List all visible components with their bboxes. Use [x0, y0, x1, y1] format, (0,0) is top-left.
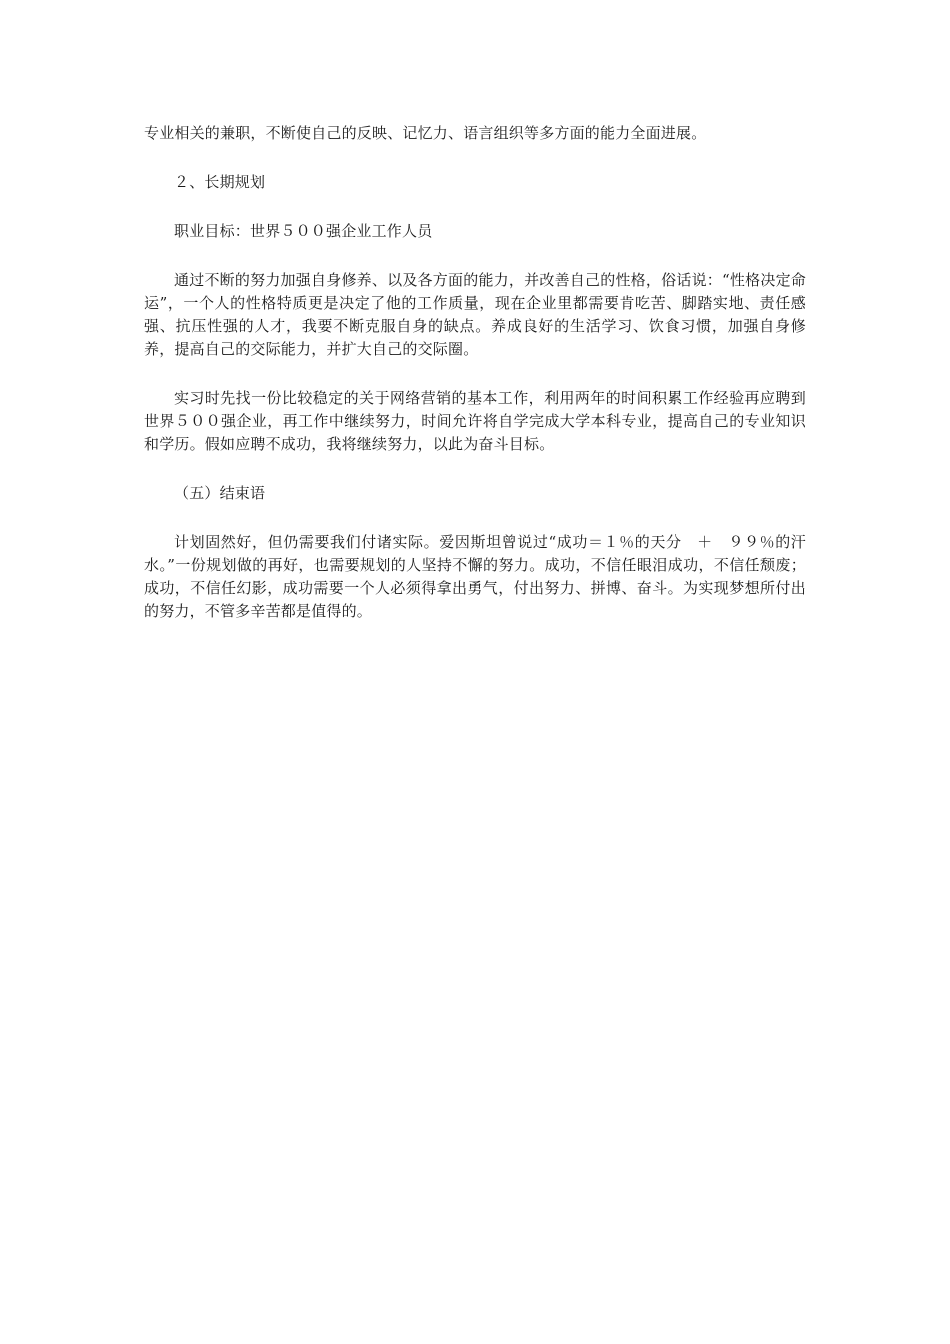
paragraph-internship-plan: 实习时先找一份比较稳定的关于网络营销的基本工作，利用两年的时间积累工作经验再应聘到世界５００强企业，再工作中继续努力，时间允许将自学完成大学本科专业，提高自己的专业知识和学历。假如应聘不成功，我将继续努力，以此为奋斗目标。: [144, 389, 806, 453]
section-heading-long-term-plan: ２、长期规划: [174, 173, 266, 191]
paragraph-continuation: 专业相关的兼职，不断使自己的反映、记忆力、语言组织等多方面的能力全面进展。: [144, 124, 707, 142]
section-heading-conclusion: （五）结束语: [174, 484, 266, 502]
paragraph-career-goal: 职业目标：世界５００强企业工作人员: [174, 222, 433, 240]
document-page: [144, 122, 806, 623]
paragraph-self-improvement: 通过不断的努力加强自身修养、以及各方面的能力，并改善自己的性格，俗话说：“性格决定命运”，一个人的性格特质更是决定了他的工作质量，现在企业里都需要肯吃苦、脚踏实地、责任感强、抗压性强的人才，我要不断克服自身的缺点。养成良好的生活学习、饮食习惯，加强自身修养，提高自己的交际能力，并扩大自己的交际圈。: [144, 271, 806, 358]
paragraph-conclusion: 计划固然好，但仍需要我们付诸实际。爱因斯坦曾说过“成功＝１％的天分 ＋ ９９％的汗水。”一份规划做的再好，也需要规划的人坚持不懈的努力。成功，不信任眼泪成功，不信任颓废；成功，不信任幻影，成功需要一个人必须得拿出勇气，付出努力、拼博、奋斗。为实现梦想所付出的努力，不管多辛苦都是值得的。: [144, 533, 806, 620]
